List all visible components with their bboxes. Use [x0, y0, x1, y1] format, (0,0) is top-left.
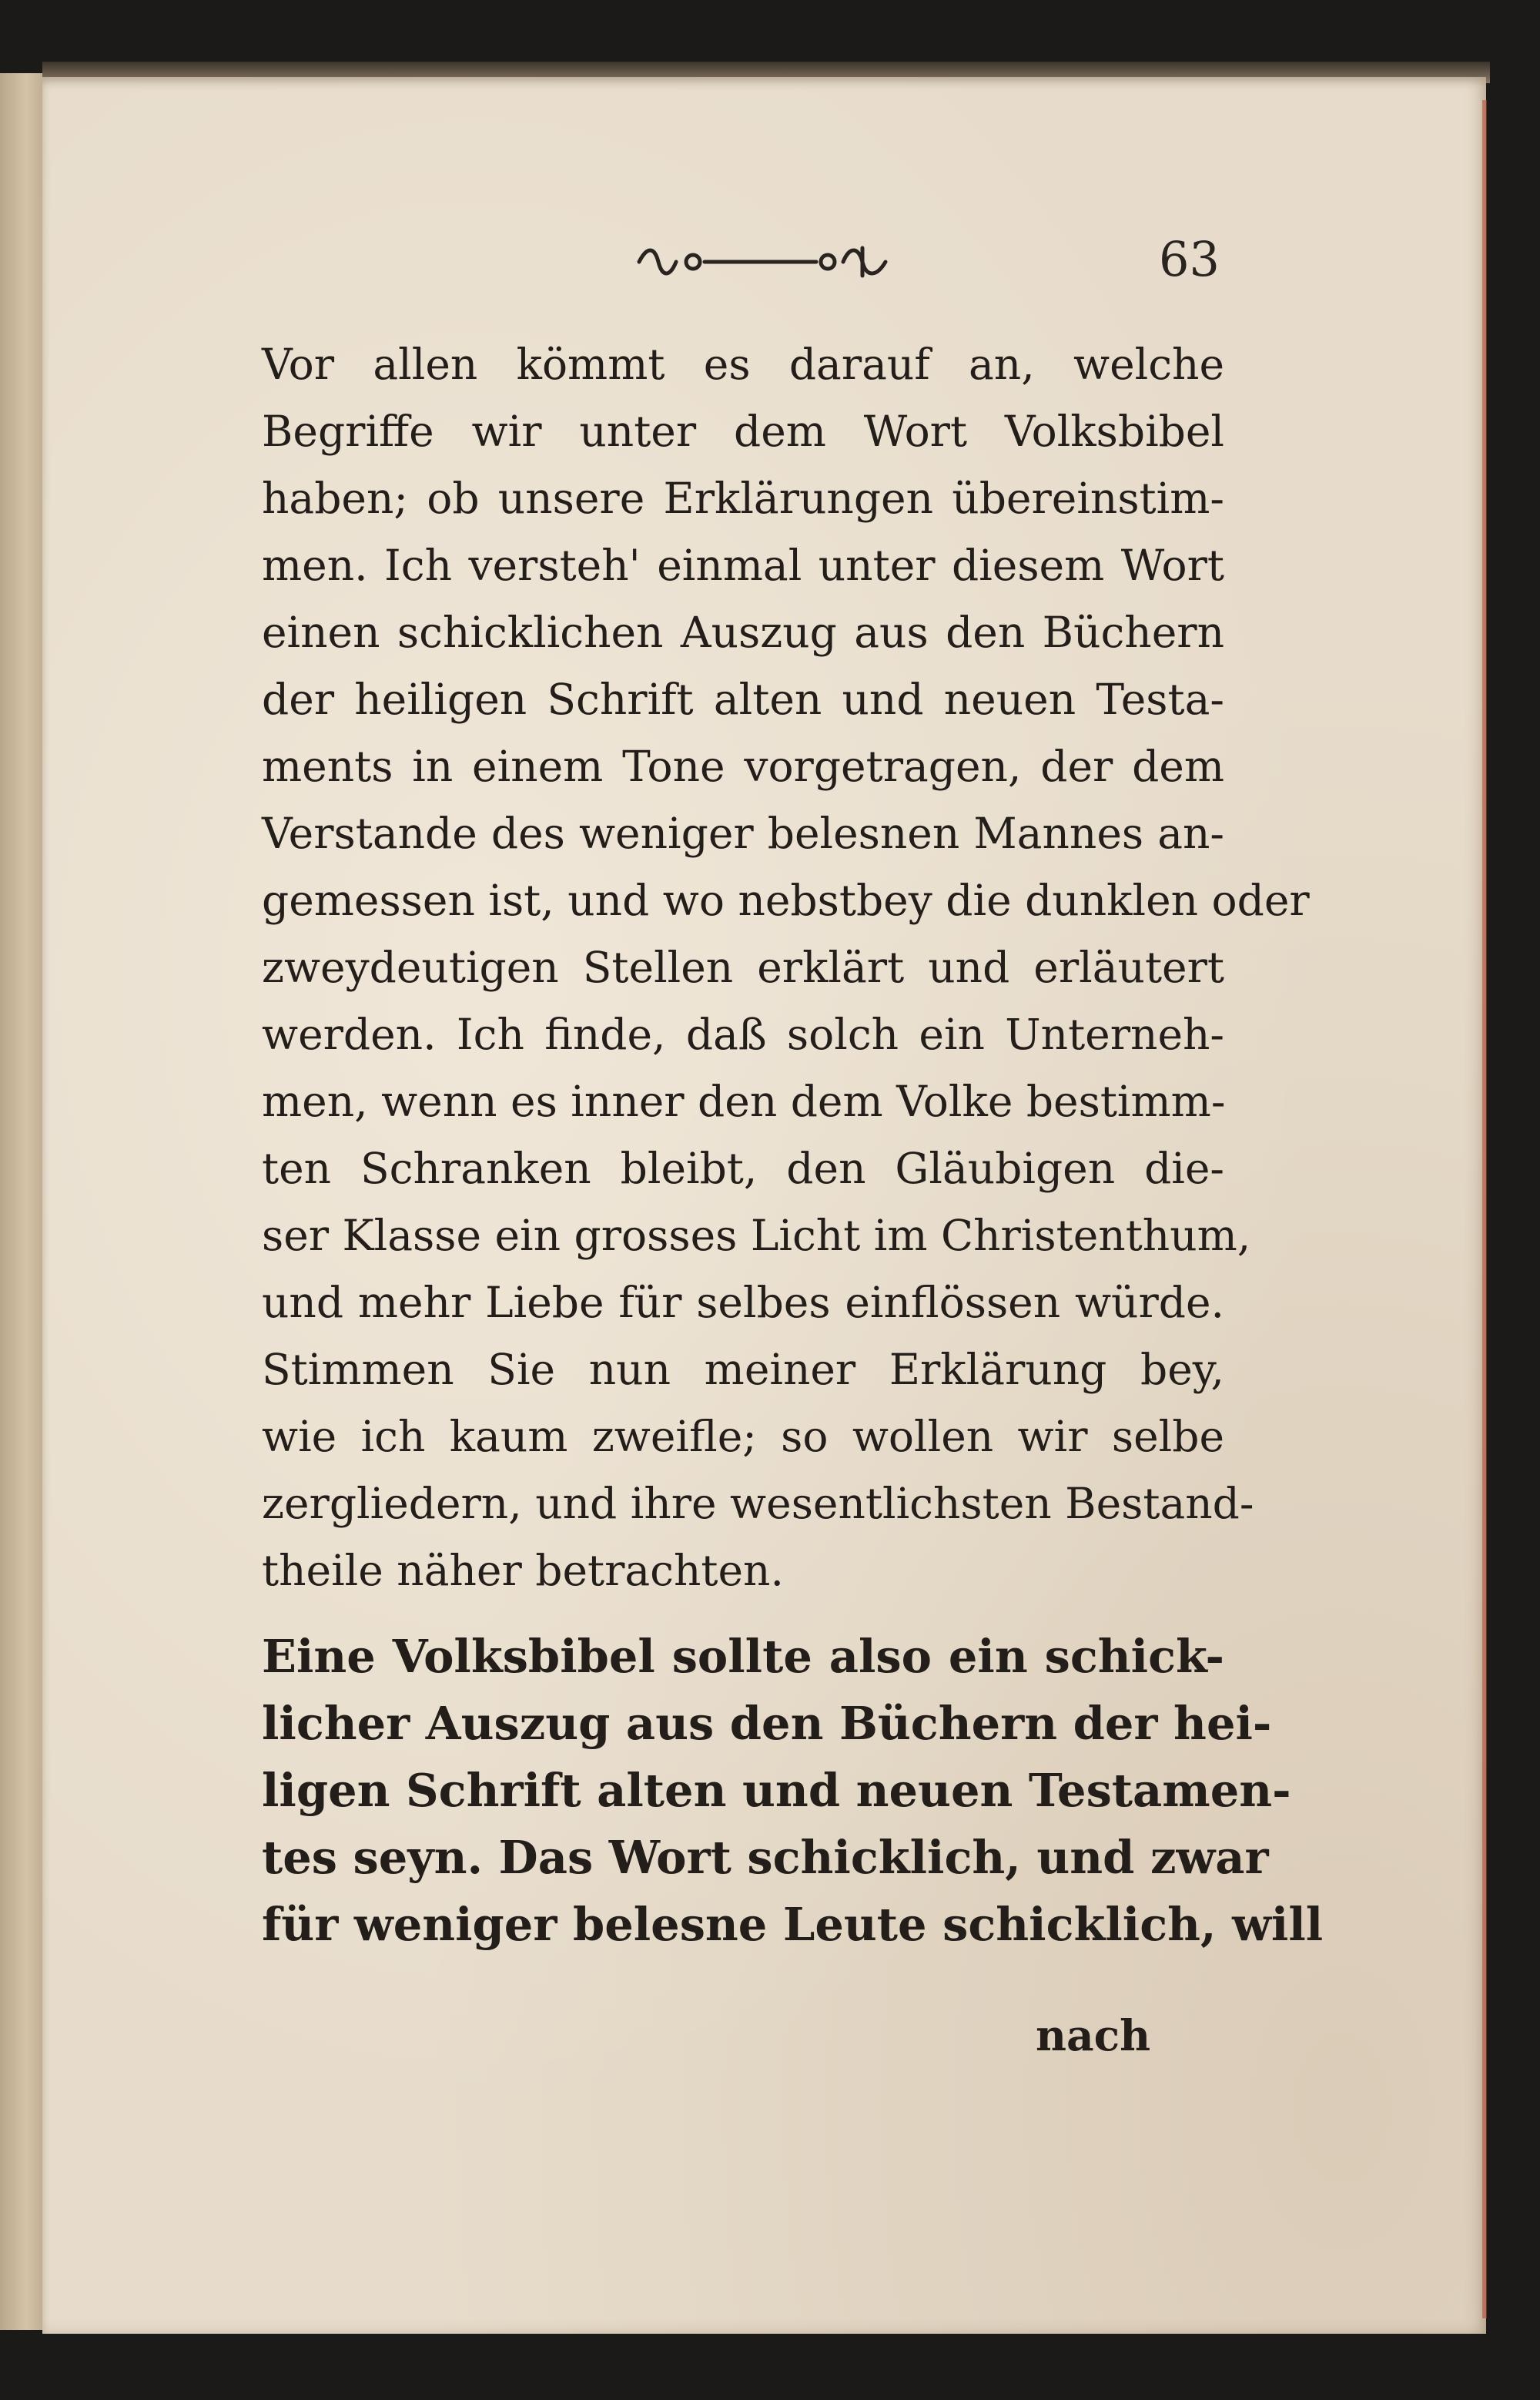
text-line: ten Schranken bleibt, den Gläubigen die-	[262, 1144, 1224, 1193]
text-line: zweydeutigen Stellen erklärt und erläutert	[262, 943, 1224, 992]
text-line: men, wenn es inner den dem Volke bestimm-	[262, 1077, 1226, 1126]
text-line: licher Auszug aus den Büchern der hei-	[262, 1697, 1272, 1750]
paragraph-1	[262, 331, 1310, 1604]
left-page-edge	[0, 73, 48, 2330]
body-text	[262, 331, 1324, 1958]
header-ornament-icon	[631, 239, 893, 285]
text-line: Verstande des weniger belesnen Mannes an-	[262, 809, 1224, 858]
text-line: gemessen ist, und wo nebstbey die dunklen oder	[262, 876, 1310, 925]
text-line: einen schicklichen Auszug aus den Büchern	[262, 608, 1224, 657]
text-line: theile näher betrachten.	[262, 1546, 784, 1595]
text-line: Vor allen kömmt es darauf an, welche	[262, 340, 1224, 389]
text-line: haben; ob unsere Erklärungen übereinstim-	[262, 474, 1224, 523]
text-line: Eine Volksbibel sollte also ein schick-	[262, 1630, 1224, 1683]
text-line: für weniger belesne Leute schicklich, will	[262, 1898, 1324, 1951]
catchword: nach	[1036, 2010, 1151, 2060]
page-number: 63	[1159, 231, 1220, 287]
text-line: der heiligen Schrift alten und neuen Testa-	[262, 675, 1224, 724]
text-line: werden. Ich finde, daß solch ein Unterneh-	[262, 1010, 1224, 1059]
text-line: wie ich kaum zweifle; so wollen wir selbe	[262, 1412, 1224, 1461]
text-line: ser Klasse ein grosses Licht im Christenthum,	[262, 1211, 1251, 1260]
text-line: tes seyn. Das Wort schicklich, und zwar	[262, 1831, 1269, 1884]
text-line: ments in einem Tone vorgetragen, der dem	[262, 742, 1224, 791]
text-line: Begriffe wir unter dem Wort Volksbibel	[262, 407, 1224, 456]
text-line: und mehr Liebe für selbes einflössen würde.	[262, 1278, 1224, 1327]
text-line: ligen Schrift alten und neuen Testamen-	[262, 1764, 1291, 1817]
page-edge-red	[1482, 100, 1487, 2318]
text-line: Stimmen Sie nun meiner Erklärung bey,	[262, 1345, 1224, 1394]
text-line: men. Ich versteh' einmal unter diesem Wort	[262, 541, 1224, 590]
text-line: zergliedern, und ihre wesentlichsten Bestand-	[262, 1479, 1254, 1528]
paragraph-2	[262, 1623, 1324, 1958]
